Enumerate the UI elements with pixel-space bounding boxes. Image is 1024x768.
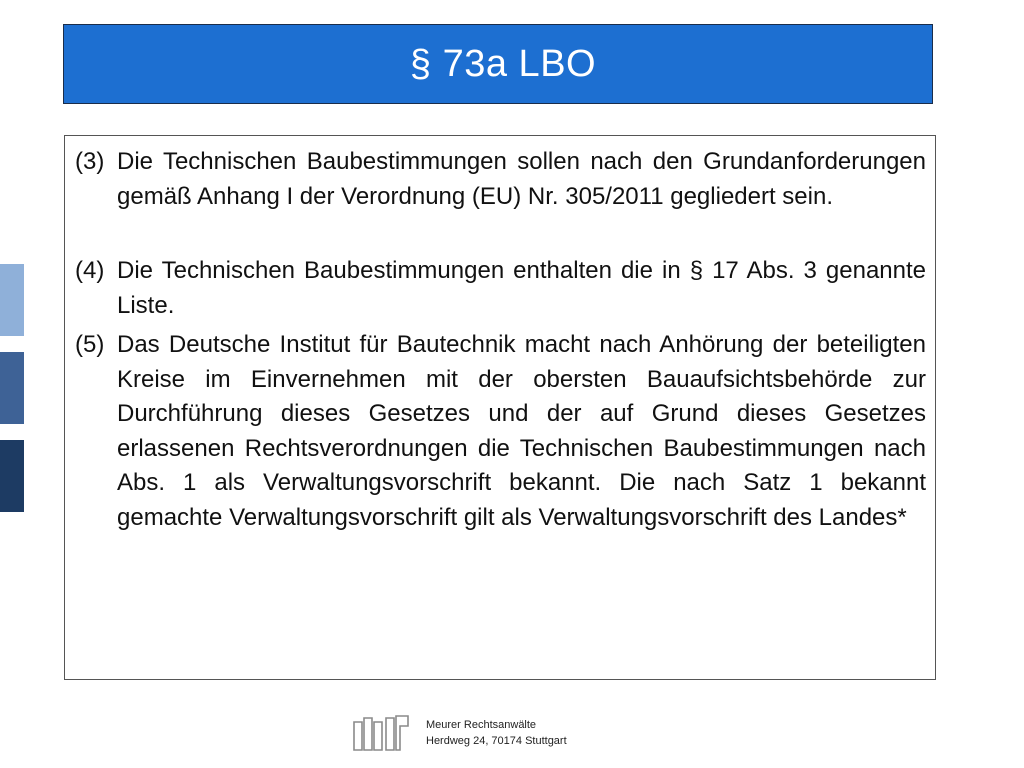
firm-name: Meurer Rechtsanwälte — [426, 719, 537, 731]
content-box — [64, 135, 936, 680]
paragraph-4 — [75, 254, 926, 323]
paragraph-number: (4) — [75, 257, 105, 284]
accent-block-dark — [0, 440, 24, 512]
slide-title: § 73a LBO — [409, 42, 597, 85]
title-bar — [63, 24, 933, 104]
firm-address: Herdweg 24, 70174 Stuttgart — [426, 735, 567, 747]
accent-block-medium — [0, 352, 24, 424]
paragraph-3 — [75, 145, 926, 214]
paragraph-number: (3) — [75, 148, 105, 175]
mr-logo-icon — [352, 714, 410, 752]
footer-text — [426, 717, 567, 749]
accent-block-light — [0, 264, 24, 336]
paragraph-text: Die Technischen Baubestimmungen sollen nach den Grundanforderungen gemäß Anhang I der Verordnung (EU) Nr. 305/2011 gegliedert sein. — [117, 148, 926, 210]
footer — [352, 713, 567, 753]
paragraph-number: (5) — [75, 331, 105, 358]
paragraph-5 — [75, 328, 926, 535]
paragraph-text: Das Deutsche Institut für Bautechnik macht nach Anhörung der beteiligten Kreise im Einvernehmen mit der obersten Bauaufsichtsbehörde zur Durchführung dieses Gesetzes und der auf Grund dieses Gesetzes erlassenen Rechtsverordnungen die Technischen Baubestimmungen nach Abs. 1 als Verwaltungsvorschrift bekannt. Die nach Satz 1 bekannt gemachte Verwaltungsvorschrift gilt als Verwaltungsvorschrift des Landes* — [117, 331, 926, 531]
paragraph-text: Die Technischen Baubestimmungen enthalten die in § 17 Abs. 3 genannte Liste. — [117, 257, 926, 319]
